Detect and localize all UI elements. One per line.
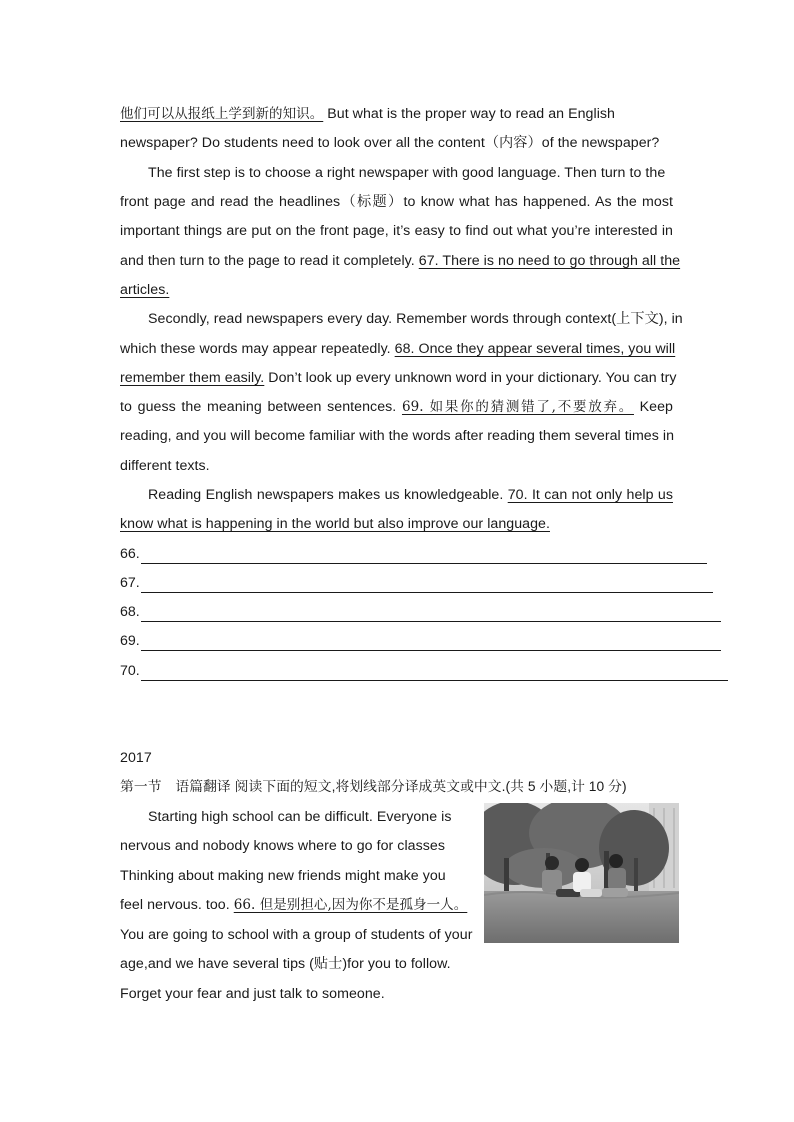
passage-line [120,104,615,124]
passage-line [120,368,677,388]
passage-line [120,339,676,359]
passage-text: Reading English newspapers makes us knowledgeable. [148,487,508,503]
answer-number: 68. [120,604,140,620]
answer-number: 66. [120,546,140,562]
passage-text: But what is the proper way to read an English [323,106,615,122]
underlined-sentence-67: 67. There is no need to go through all the [418,253,681,269]
answer-line-68[interactable] [120,602,721,622]
underlined-sentence-68: 68. Once they appear several times, you will [394,341,676,357]
passage-text: and then turn to the page to read it completely. [120,253,419,269]
passage-text: Keep [633,399,673,415]
passage-text: to guess the meaning between sentences. [120,399,402,415]
paragraph-first-line: Secondly, read newspapers every day. Remember words through context(上下文), in [148,311,683,327]
passage-line: reading, and you will become familiar with the words after reading them several times in [120,428,675,444]
year-heading: 2017 [120,750,152,766]
answer-line-67[interactable] [120,573,713,593]
passage-line: age,and we have several tips (贴士)for you to follow. [120,956,451,972]
passage-line: You are going to school with a group of students of your [120,927,473,943]
underlined-sentence-70: 70. It can not only help us [507,487,673,503]
passage-line: Forget your fear and just talk to someone. [120,986,385,1002]
answer-blank[interactable] [141,549,707,564]
underlined-sentence-67-end: articles. [120,282,170,298]
answer-blank[interactable] [141,607,721,622]
passage-line [120,251,681,271]
underlined-sentence-68-end: remember them easily. [120,370,265,386]
passage-line: different texts. [120,458,210,474]
underlined-sentence-66: 66. 但是别担心,因为你不是孤身一人。 [233,897,468,913]
answer-blank[interactable] [141,666,728,681]
underlined-sentence-70-end: know what is happening in the world but also improve our language. [120,516,550,532]
answer-number: 67. [120,575,140,591]
section-instructions: 第一节 语篇翻译 阅读下面的短文,将划线部分译成英文或中文.(共 5 小题,计 10 分) [120,779,627,794]
passage-text: Don’t look up every unknown word in your dictionary. You can try [264,370,677,386]
paragraph-first-line: The first step is to choose a right newspaper with good language. Then turn to the [148,165,666,181]
passage-text: which these words may appear repeatedly. [120,341,395,357]
answer-line-70[interactable] [120,661,728,681]
answer-line-69[interactable] [120,631,721,651]
underlined-chinese-sentence: 他们可以从报纸上学到新的知识。 [120,106,324,122]
passage-line: Thinking about making new friends might make you [120,868,446,884]
passage-line [120,397,673,417]
passage-line: Starting high school can be difficult. Everyone is [148,809,452,825]
answer-number: 70. [120,663,140,679]
paragraph-first-line [148,485,673,505]
passage-line: front page and read the headlines（标题）to know what has happened. As the most [120,194,673,210]
passage-line [120,895,467,915]
students-photo [484,803,679,943]
underlined-sentence-69: 69. 如果你的猜测错了,不要放弃。 [401,399,634,415]
passage-line [120,280,169,300]
passage-line: nervous and nobody knows where to go for classes [120,838,445,854]
answer-line-66[interactable] [120,544,707,564]
passage-line: important things are put on the front page, it’s easy to find out what you’re interested in [120,223,673,239]
passage-line [120,514,550,534]
answer-number: 69. [120,633,140,649]
answer-blank[interactable] [141,636,721,651]
answer-blank[interactable] [141,578,713,593]
passage-text: feel nervous. too. [120,897,234,913]
passage-line: newspaper? Do students need to look over all the content（内容）of the newspaper? [120,135,660,151]
